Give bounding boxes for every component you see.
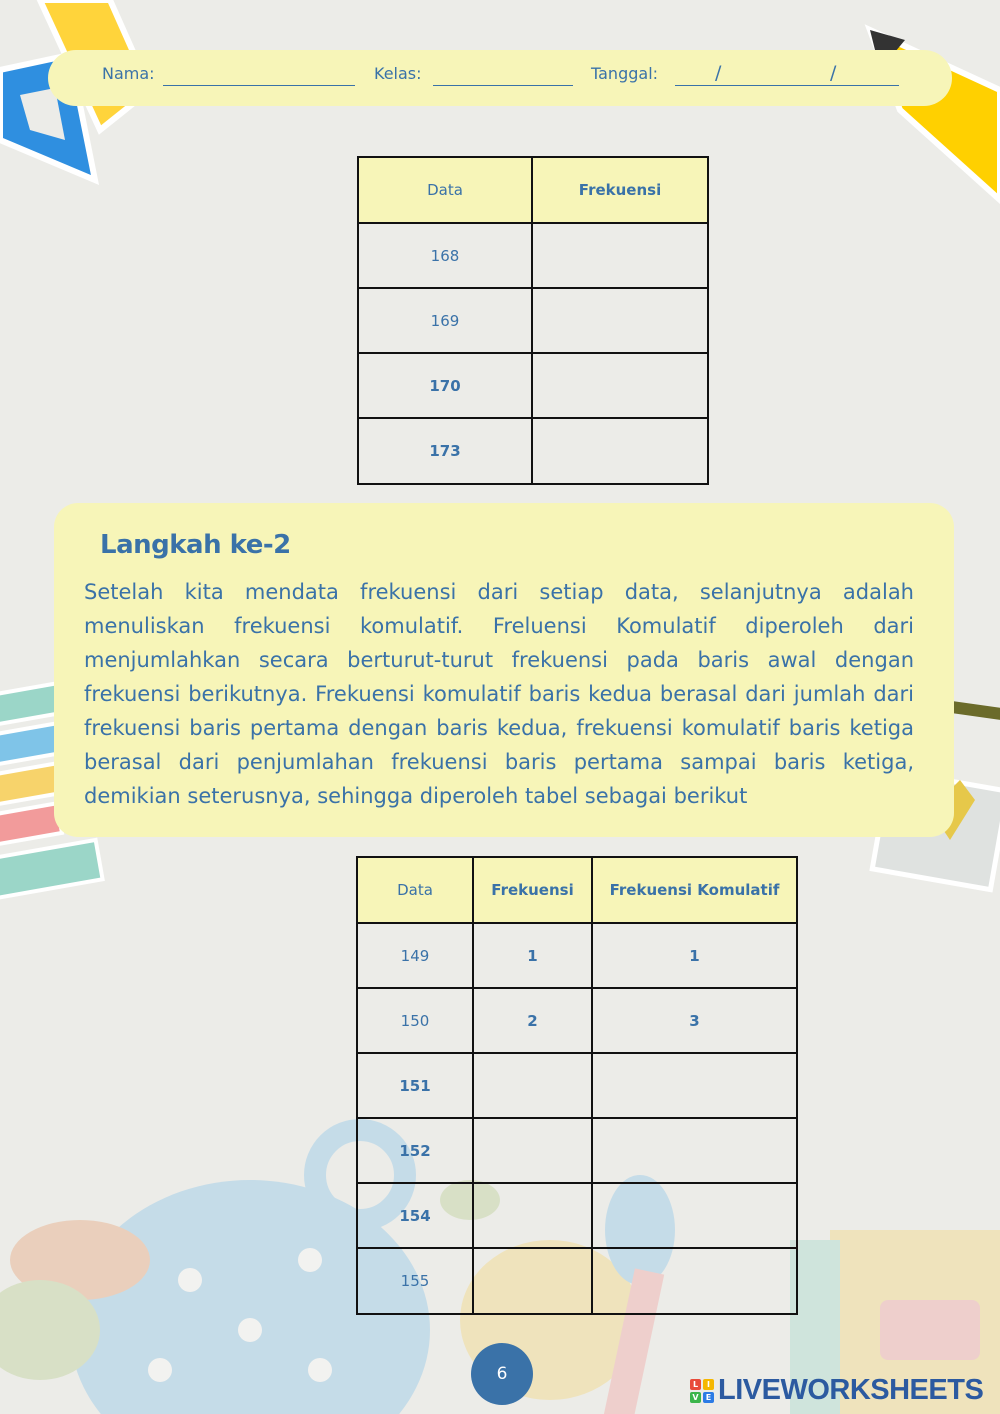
date-field[interactable] xyxy=(675,85,899,86)
date-separator-1: / xyxy=(715,62,722,84)
data-cell: 150 xyxy=(357,988,473,1053)
frequency-cell: 1 xyxy=(473,923,592,988)
brand-icon xyxy=(690,1379,714,1403)
data-cell: 155 xyxy=(357,1248,473,1314)
name-field[interactable] xyxy=(163,85,355,86)
page-number: 6 xyxy=(471,1343,533,1405)
data-cell: 154 xyxy=(357,1183,473,1248)
header-data: Data xyxy=(358,157,532,223)
frequency-input[interactable] xyxy=(532,223,708,288)
table-row xyxy=(358,223,708,288)
brand-name: LIVEWORKSHEETS xyxy=(718,1374,984,1406)
table-row xyxy=(357,1118,797,1183)
step-description: Setelah kita mendata frekuensi dari setiap data, selanjutnya adalah menuliskan frekuensi komulatif. Freluensi Komulatif diperoleh dari menjumlahkan secara berturut-turut frekuensi pada baris awal dengan frekuensi berikutnya. Frekuensi komulatif baris kedua berasal dari jumlah dari frekuensi baris pertama dengan baris kedua, frekuensi komulatif baris ketiga berasal dari penjumlahan frekuensi baris pertama sampai baris ketiga, demikian seterusnya, sehingga diperoleh tabel sebagai berikut xyxy=(84,580,914,808)
table-row xyxy=(358,353,708,418)
data-cell: 151 xyxy=(357,1053,473,1118)
data-cell: 170 xyxy=(358,353,532,418)
date-label: Tanggal: xyxy=(591,64,659,83)
header-cumulative-frequency: Frekuensi Komulatif xyxy=(592,857,797,923)
logo-letter: E xyxy=(703,1392,714,1403)
name-label: Nama: xyxy=(102,64,155,83)
header-frequency: Frekuensi xyxy=(473,857,592,923)
cumulative-input[interactable] xyxy=(592,1183,797,1248)
table-row xyxy=(357,1183,797,1248)
frequency-input[interactable] xyxy=(532,418,708,484)
liveworksheets-logo xyxy=(690,1374,983,1407)
cumulative-input[interactable] xyxy=(592,1118,797,1183)
date-separator-2: / xyxy=(830,62,837,84)
frequency-input[interactable] xyxy=(473,1183,592,1248)
data-cell: 152 xyxy=(357,1118,473,1183)
frequency-cell: 2 xyxy=(473,988,592,1053)
cumulative-input[interactable] xyxy=(592,1248,797,1314)
logo-letter: I xyxy=(703,1379,714,1390)
class-field[interactable] xyxy=(433,85,573,86)
header-frequency: Frekuensi xyxy=(532,157,708,223)
class-label: Kelas: xyxy=(374,64,422,83)
cumulative-frequency-table xyxy=(356,856,798,1315)
table-row xyxy=(357,923,797,988)
table-row xyxy=(357,1248,797,1314)
table-row xyxy=(358,418,708,484)
frequency-input[interactable] xyxy=(532,353,708,418)
cumulative-cell: 1 xyxy=(592,923,797,988)
logo-letter: V xyxy=(690,1392,701,1403)
table-row xyxy=(358,288,708,353)
student-info-bar xyxy=(48,50,952,106)
frequency-table xyxy=(357,156,709,485)
header-data: Data xyxy=(357,857,473,923)
table-row xyxy=(357,988,797,1053)
frequency-input[interactable] xyxy=(473,1248,592,1314)
data-cell: 168 xyxy=(358,223,532,288)
frequency-input[interactable] xyxy=(473,1053,592,1118)
cumulative-cell: 3 xyxy=(592,988,797,1053)
frequency-input[interactable] xyxy=(473,1118,592,1183)
frequency-input[interactable] xyxy=(532,288,708,353)
table-row xyxy=(357,1053,797,1118)
data-cell: 169 xyxy=(358,288,532,353)
data-cell: 149 xyxy=(357,923,473,988)
step-title: Langkah ke-2 xyxy=(100,530,291,560)
cumulative-input[interactable] xyxy=(592,1053,797,1118)
data-cell: 173 xyxy=(358,418,532,484)
logo-letter: L xyxy=(690,1379,701,1390)
